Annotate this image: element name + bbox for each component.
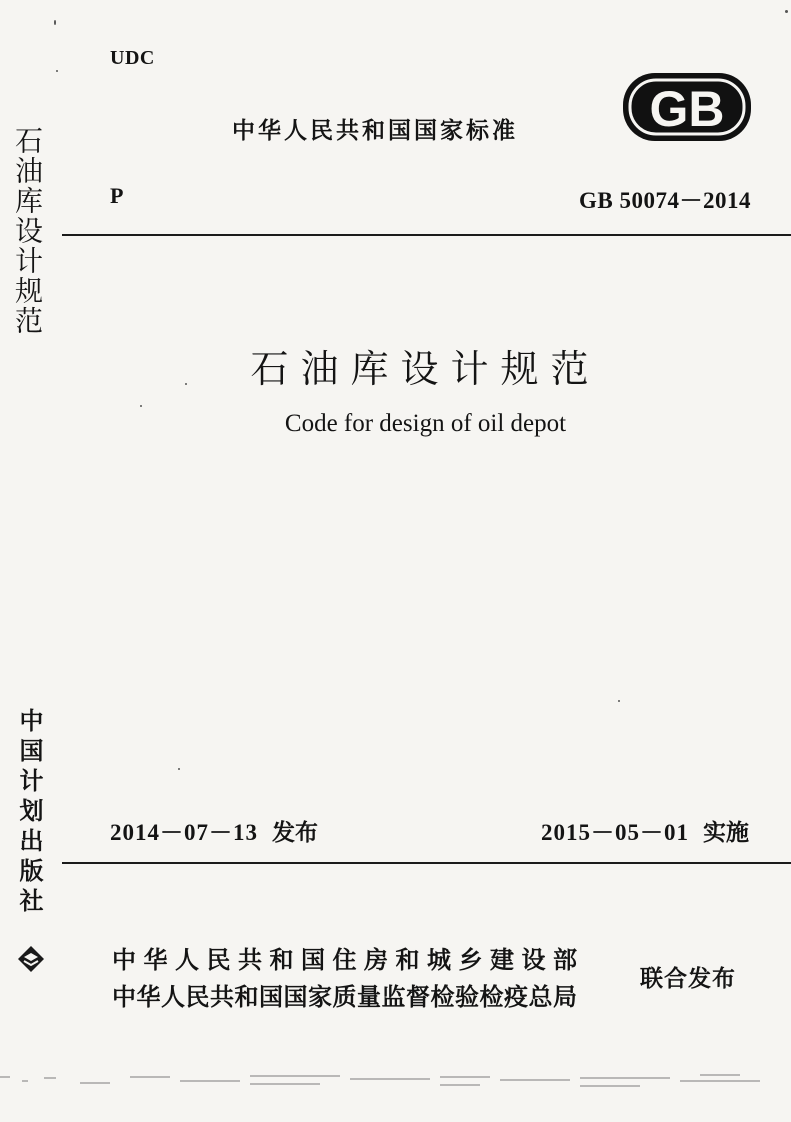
udc-label: UDC (110, 47, 155, 69)
standard-type: 中华人民共和国国家标准 (232, 118, 518, 144)
scan-noise-strip (0, 1068, 791, 1094)
scan-speck (185, 383, 187, 385)
scan-speck (618, 700, 620, 702)
footer-rule (62, 862, 791, 864)
gb-logo (622, 72, 752, 142)
issue-date: 2014－07－13 (110, 820, 258, 845)
standard-number: GB 50074－2014 (579, 188, 751, 213)
header-rule (62, 234, 791, 236)
issuer-ministry: 中华人民共和国住房和城乡建设部 (112, 946, 585, 974)
implement-line (541, 814, 749, 847)
scan-speck (140, 405, 142, 407)
issuer-administration: 中华人民共和国国家质量监督检验检疫总局 (112, 983, 578, 1011)
spine-title: 石油库设计规范 (11, 126, 44, 336)
scan-speck (785, 10, 788, 13)
gb-logo-text: GB (649, 81, 725, 137)
publisher-logo-icon (16, 944, 46, 974)
scan-speck (56, 70, 58, 72)
spine-publisher: 中国计划出版社 (15, 708, 43, 918)
scan-speck (178, 768, 180, 770)
document-title: 石油库设计规范 (250, 347, 601, 391)
classification-code: P (110, 183, 124, 208)
document-title-english: Code for design of oil depot (284, 410, 567, 437)
implement-label: 实施 (703, 820, 749, 846)
issue-label: 发布 (272, 820, 318, 846)
implement-date: 2015－05－01 (541, 820, 689, 845)
scan-speck (54, 20, 56, 25)
joint-issue-label: 联合发布 (640, 966, 736, 992)
issue-line (110, 814, 318, 847)
